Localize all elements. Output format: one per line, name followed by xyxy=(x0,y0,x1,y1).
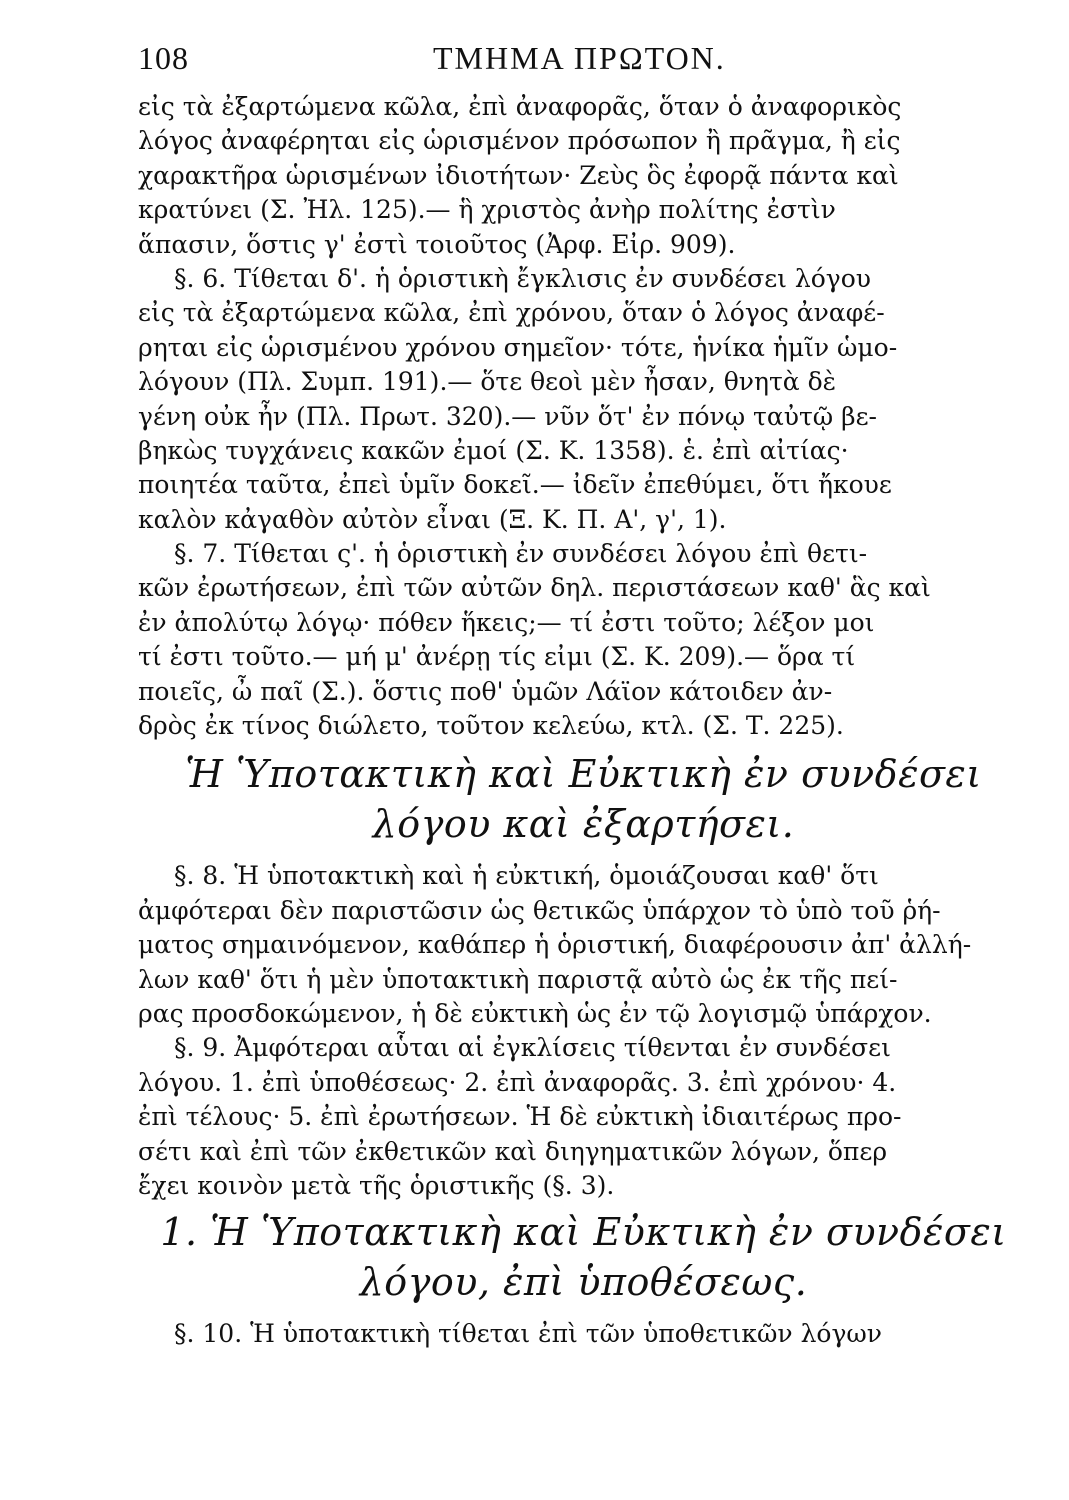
text-line: ἅπασιν, ὅστις γ' ἐστὶ τοιοῦτος (Ἀρφ. Εἰρ. 909). xyxy=(138,229,736,259)
section-heading-line: 1. Ἡ Ὑποτακτικὴ καὶ Εὐκτικὴ ἐν συνδέσει xyxy=(160,1210,1007,1255)
text-block-3 xyxy=(138,1317,1029,1351)
text-line: κῶν ἐρωτήσεων, ἐπὶ τῶν αὐτῶν δηλ. περιστάσεων καθ' ἃς καὶ xyxy=(138,573,931,603)
page-number: 108 xyxy=(138,40,189,76)
text-line: ποιητέα ταῦτα, ἐπεὶ ὑμῖν δοκεῖ.— ἰδεῖν ἐπεθύμει, ὅτι ἤκουε xyxy=(138,470,892,500)
text-line: εἰς τὰ ἐξαρτώμενα κῶλα, ἐπὶ χρόνου, ὅταν ὁ λόγος ἀναφέ- xyxy=(138,298,885,328)
text-line: ρας προσδοκώμενον, ἡ δὲ εὐκτικὴ ὡς ἐν τῷ λογισμῷ ὑπάρχον. xyxy=(138,998,932,1028)
text-line: ἀμφότεραι δὲν παριστῶσιν ὡς θετικῶς ὑπάρχον τὸ ὑπὸ τοῦ ῥή- xyxy=(138,895,941,925)
section-heading-line: λόγου καὶ ἐξαρτήσει. xyxy=(372,802,795,847)
text-line: χαρακτῆρα ὡρισμένων ἰδιοτήτων· Ζεὺς ὃς ἐφορᾷ πάντα καὶ xyxy=(138,160,899,190)
text-line: κρατύνει (Σ. Ἠλ. 125).— ἣ χριστὸς ἀνὴρ πολίτης ἐστὶν xyxy=(138,195,836,225)
text-line: γένη οὐκ ἦν (Πλ. Πρωτ. 320).— νῦν ὅτ' ἐν πόνῳ ταὐτῷ βε- xyxy=(138,401,877,431)
text-line: ἐπὶ τέλους· 5. ἐπὶ ἐρωτήσεων. Ἡ δὲ εὐκτικὴ ἰδιαιτέρως προ- xyxy=(138,1102,902,1132)
text-line: λόγουν (Πλ. Συμπ. 191).— ὅτε θεοὶ μὲν ἦσαν, θνητὰ δὲ xyxy=(138,367,837,397)
text-block-2 xyxy=(138,859,1029,1203)
spacer xyxy=(138,849,1029,859)
text-block-1 xyxy=(138,90,1029,743)
running-title: ΤΜΗΜΑ ΠΡΩΤΟΝ. xyxy=(433,40,726,76)
text-line: σέτι καὶ ἐπὶ τῶν ἐκθετικῶν καὶ διηγηματικῶν λόγων, ὅπερ xyxy=(138,1136,888,1166)
paragraph-9-start: §. 9. Ἀμφότεραι αὗται αἱ ἐγκλίσεις τίθενται ἐν συνδέσει xyxy=(174,1033,891,1063)
text-line: βηκὼς τυγχάνεις κακῶν ἐμοί (Σ. Κ. 1358). ἑ. ἐπὶ αἰτίας· xyxy=(138,435,849,465)
text-line: καλὸν κἀγαθὸν αὐτὸν εἶναι (Ξ. Κ. Π. Α', γ', 1). xyxy=(138,504,727,534)
section-heading-line: λόγου, ἐπὶ ὑποθέσεως. xyxy=(359,1260,808,1305)
text-line: λόγος ἀναφέρηται εἰς ὡρισμένον πρόσωπον ἢ πρᾶγμα, ἢ εἰς xyxy=(138,126,901,156)
paragraph-8-start: §. 8. Ἡ ὑποτακτικὴ καὶ ἡ εὐκτική, ὁμοιάζουσαι καθ' ὅτι xyxy=(174,861,879,891)
paragraph-10-start: §. 10. Ἡ ὑποτακτικὴ τίθεται ἐπὶ τῶν ὑποθετικῶν λόγων xyxy=(174,1319,882,1349)
page-header xyxy=(138,38,1029,90)
section-heading-1 xyxy=(138,749,1029,849)
paragraph-7-start: §. 7. Τίθεται ς'. ἡ ὁριστικὴ ἐν συνδέσει λόγου ἐπὶ θετι- xyxy=(174,539,868,569)
text-line: λων καθ' ὅτι ἡ μὲν ὑποτακτικὴ παριστᾷ αὐτὸ ὡς ἐκ τῆς πεί- xyxy=(138,964,898,994)
paragraph-6-start: §. 6. Τίθεται δ'. ἡ ὁριστικὴ ἔγκλισις ἐν συνδέσει λόγου xyxy=(174,263,871,293)
text-line: ἐν ἀπολύτῳ λόγῳ· πόθεν ἥκεις;— τί ἐστι τοῦτο; λέξον μοι xyxy=(138,607,875,637)
spacer xyxy=(138,1307,1029,1317)
text-line: εἰς τὰ ἐξαρτώμενα κῶλα, ἐπὶ ἀναφορᾶς, ὅταν ὁ ἀναφορικὸς xyxy=(138,92,902,121)
text-line: ρηται εἰς ὡρισμένου χρόνου σημεῖον· τότε, ἡνίκα ἡμῖν ὡμο- xyxy=(138,332,898,362)
text-line: δρὸς ἐκ τίνος διώλετο, τοῦτον κελεύω, κτλ. (Σ. Τ. 225). xyxy=(138,711,844,741)
text-line: ποιεῖς, ὦ παῖ (Σ.). ὅστις ποθ' ὑμῶν Λάϊον κάτοιδεν ἀν- xyxy=(138,676,833,706)
text-line: ματος σημαινόμενον, καθάπερ ἡ ὁριστική, διαφέρουσιν ἀπ' ἀλλή- xyxy=(138,930,972,960)
section-heading-line: Ἡ Ὑποτακτικὴ καὶ Εὐκτικὴ ἐν συνδέσει xyxy=(185,752,982,797)
text-line: τί ἐστι τοῦτο.— μή μ' ἀνέρῃ τίς εἰμι (Σ. Κ. 209).— ὅρα τί xyxy=(138,642,856,672)
section-heading-2 xyxy=(138,1207,1029,1307)
text-line: ἔχει κοινὸν μετὰ τῆς ὁριστικῆς (§. 3). xyxy=(138,1170,615,1200)
text-line: λόγου. 1. ἐπὶ ὑποθέσεως· 2. ἐπὶ ἀναφορᾶς. 3. ἐπὶ χρόνου· 4. xyxy=(138,1067,897,1097)
